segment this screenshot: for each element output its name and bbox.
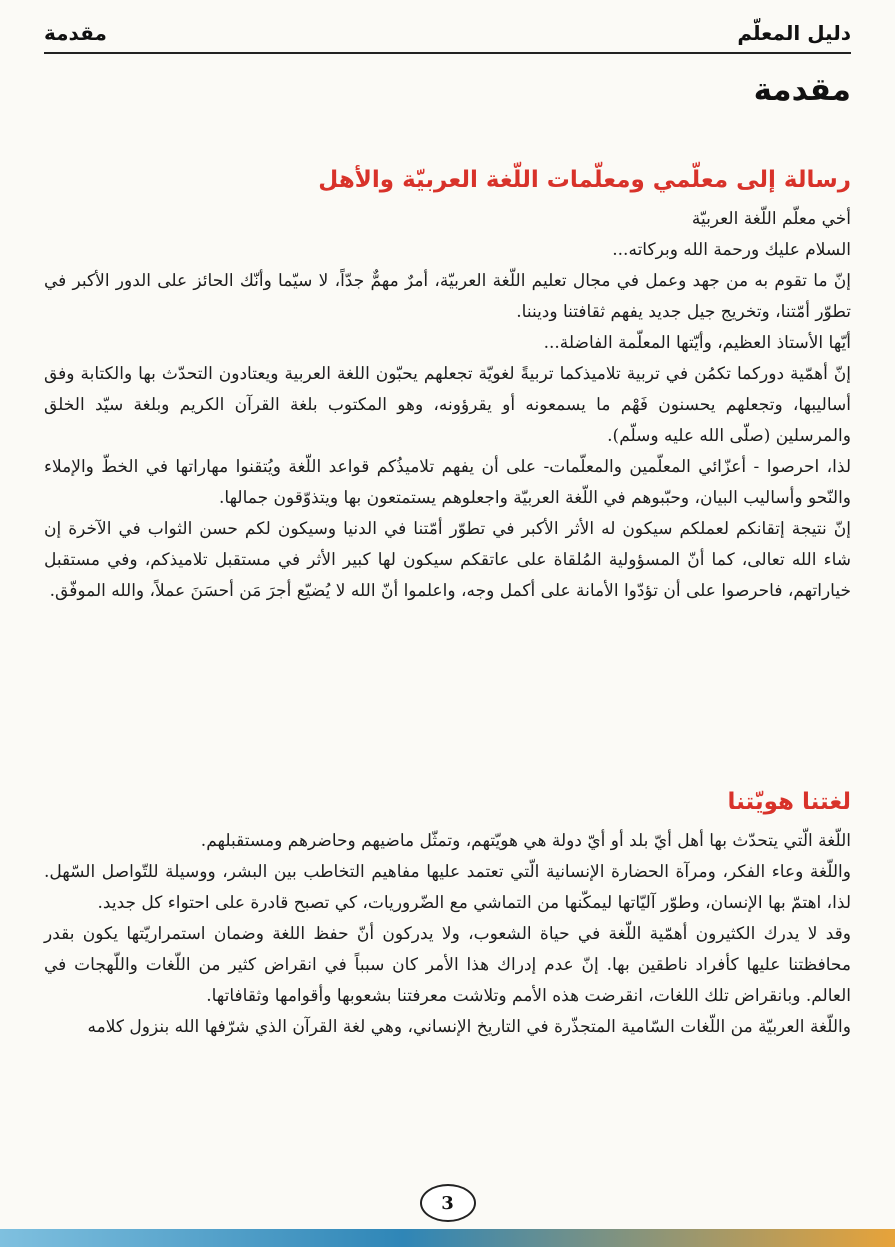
paragraph: وقد لا يدرك الكثيرون أهمّية اللّغة في حياة الشعوب، ولا يدركون أنّ حفظ اللغة وضمان استمراريّتها يكون بقدر محافظتنا عليها كأفراد ناطقين بها. إنّ عدم إدراك هذا الأمر كان سبباً في انقراض كثير من اللّغات واللّهجات في العالم. وبانقراض تلك اللغات، انقرضت هذه الأمم وتلاشت معرفتنا بشعوبها وأقوامها وثقافاتها. xyxy=(44,924,851,1006)
paragraph: اللّغة الّتي يتحدّث بها أهل أيّ بلد أو أيّ دولة هي هويّتهم، وتمثّل ماضيهم وحاضرهم ومستقبلهم. xyxy=(200,831,851,851)
running-header xyxy=(44,16,851,50)
section-heading: لغتنا هويّتنا xyxy=(727,789,851,815)
paragraph: واللّغة وعاء الفكر، ومرآة الحضارة الإنسانية الّتي تعتمد عليها مفاهيم التخاطب بين البشر، ووسيلة للتّواصل السّهل. لذا، اهتمّ بها الإنسان، وطوّر آليّاتها ليمكّنها من التماشي مع الضّروريات، كي تصبح قادرة على احتواء كل جديد. xyxy=(44,862,851,913)
paragraph: إنّ نتيجة إتقانكم لعملكم سيكون له الأثر الأكبر في تطوّر أمّتنا في الدنيا وسيكون لكم حسن الثواب في الآخرة إن شاء الله تعالى، كما أنّ المسؤولية المُلقاة على عاتقكم سيكون لها كبير الأثر في مستقبل تلاميذكم، وفي مستقبل خياراتهم، فاحرصوا على أن تؤدّوا الأمانة على أكمل وجه، واعلموا أنّ الله لا يُضيّع أجرَ مَن أحسَنَ عملاً، والله الموفّق. xyxy=(44,519,851,601)
bottom-color-stripe xyxy=(0,1229,895,1247)
page-title: مقدمة xyxy=(753,72,851,108)
section-letter-to-teachers xyxy=(44,162,851,607)
paragraph: لذا، احرصوا - أعزّائي المعلّمين والمعلّمات- على أن يفهم تلاميذُكم قواعد اللّغة ويُتقنوا مهاراتها في الخطّ والإملاء والنّحو وأساليب البيان، وحبّبوهم في اللّغة العربيّة واجعلوهم يستمتعون بها ويتذوّقون جمالها. xyxy=(44,457,851,508)
paragraph: أخي معلّم اللّغة العربيّة xyxy=(691,209,851,229)
paragraph: أيّها الأستاذ العظيم، وأيّتها المعلّمة الفاضلة... xyxy=(543,333,851,353)
paragraph: إنّ أهمّية دوركما تكمُن في تربية تلاميذكما تربيةً لغويّة تجعلهم يحبّون اللغة العربية ويعتادون التحدّث بها والكتابة وفق أساليبها، وتجعلهم يحسنون فَهْم ما يسمعونه أو يقرؤونه، وهو المكتوب بلغة القرآن الكريم وبلغة سيّد الخلق والمرسلين (صلّى الله عليه وسلّم). xyxy=(44,364,851,446)
paragraph: واللّغة العربيّة من اللّغات السّامية المتجذّرة في التاريخ الإنساني، وهي لغة القرآن الذي شرّفها الله بنزول كلامه xyxy=(87,1017,851,1037)
running-header-chapter-title: مقدمة xyxy=(44,21,107,45)
page-number: 3 xyxy=(420,1184,476,1222)
paragraph: السلام عليك ورحمة الله وبركاته... xyxy=(612,240,851,260)
paragraph: إنّ ما تقوم به من جهد وعمل في مجال تعليم اللّغة العربيّة، أمرٌ مهمٌّ جدّاً، لا سيّما وأنّك الحائز على الدور الأكبر في تطوّر أمّتنا، وتخريج جيل جديد يفهم ثقافتنا وديننا. xyxy=(44,271,851,322)
section-heading: رسالة إلى معلّمي ومعلّمات اللّغة العربيّة والأهل xyxy=(318,167,851,193)
running-header-book-title: دليل المعلّم xyxy=(737,21,851,45)
header-divider xyxy=(44,52,851,54)
section-our-language-identity xyxy=(44,784,851,1043)
